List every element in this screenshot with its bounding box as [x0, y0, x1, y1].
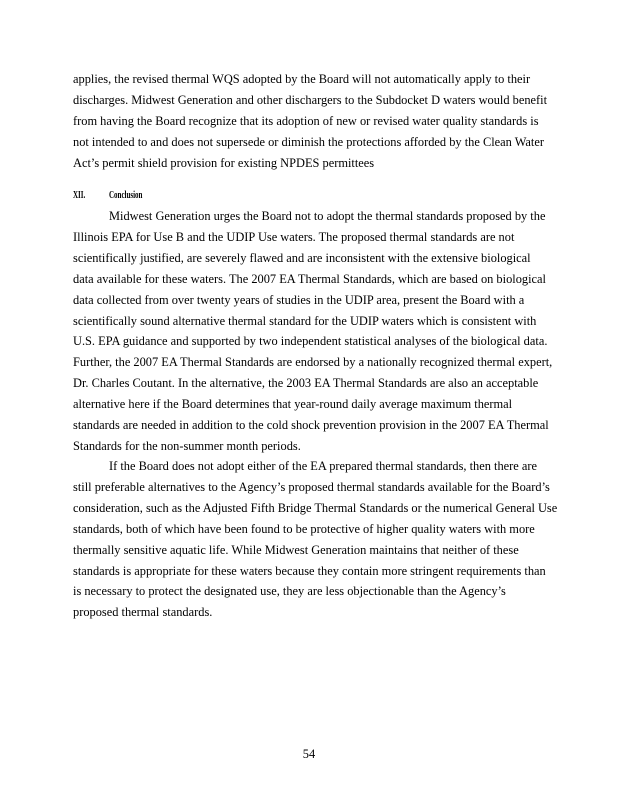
text-line: Standards for the non-summer month periods. [73, 438, 301, 453]
text-line: If the Board does not adopt either of the EA prepared thermal standards, then there are [109, 459, 538, 473]
text-line: Act’s permit shield provision for existing NPDES permittees [73, 155, 375, 170]
text-line: consideration, such as the Adjusted Fifth Bridge Thermal Standards or the numerical General Use [73, 500, 558, 515]
text-line: is necessary to protect the designated use, they are less objectionable than the Agency’s [73, 584, 506, 599]
text-line: scientifically justified, are severely flawed and are inconsistent with the extensive biological [73, 250, 531, 265]
text-line: from having the Board recognize that its adoption of new or revised water quality standards is [73, 113, 539, 128]
text-line: Further, the 2007 EA Thermal Standards are endorsed by a nationally recognized thermal expert, [73, 355, 553, 370]
text-line: Illinois EPA for Use B and the UDIP Use waters. The proposed thermal standards are not [73, 229, 515, 244]
text-line: alternative here if the Board determines that year-round daily average maximum thermal [73, 397, 513, 412]
text-line: not intended to and does not supersede or diminish the protections afforded by the Clean Water [73, 134, 544, 149]
section-number: XII. [73, 190, 86, 201]
text-line: standards, both of which have been found to be protective of higher quality waters with more [73, 521, 535, 536]
page-number: 54 [302, 747, 316, 761]
text-line: Midwest Generation urges the Board not to adopt the thermal standards proposed by the [109, 209, 546, 223]
text-line: scientifically sound alternative thermal standard for the UDIP waters which is consistent with [73, 313, 537, 328]
text-line: thermally sensitive aquatic life. While Midwest Generation maintains that neither of these [73, 542, 519, 557]
text-line: applies, the revised thermal WQS adopted by the Board will not automatically apply to their [73, 72, 531, 86]
text-line: data collected from over twenty years of studies in the UDIP area, present the Board with a [73, 292, 525, 307]
section-heading: Conclusion [109, 190, 143, 201]
text-line: standards is appropriate for these waters because they contain more stringent requirements than [73, 563, 546, 578]
text-line: still preferable alternatives to the Agency’s proposed thermal standards available for the Board’s [73, 479, 550, 494]
text-line: data available for these waters. The 2007 EA Thermal Standards, which are based on biological [73, 271, 546, 286]
text-line: standards are needed in addition to the cold shock prevention provision in the 2007 EA Thermal [73, 418, 549, 432]
text-line: discharges. Midwest Generation and other dischargers to the Subdocket D waters would benefit [73, 92, 548, 107]
text-line: proposed thermal standards. [73, 605, 213, 620]
text-line: U.S. EPA guidance and supported by two independent statistical analyses of the biological data. [73, 334, 548, 349]
text-line: Dr. Charles Coutant. In the alternative, the 2003 EA Thermal Standards are also an acceptable [73, 376, 539, 391]
